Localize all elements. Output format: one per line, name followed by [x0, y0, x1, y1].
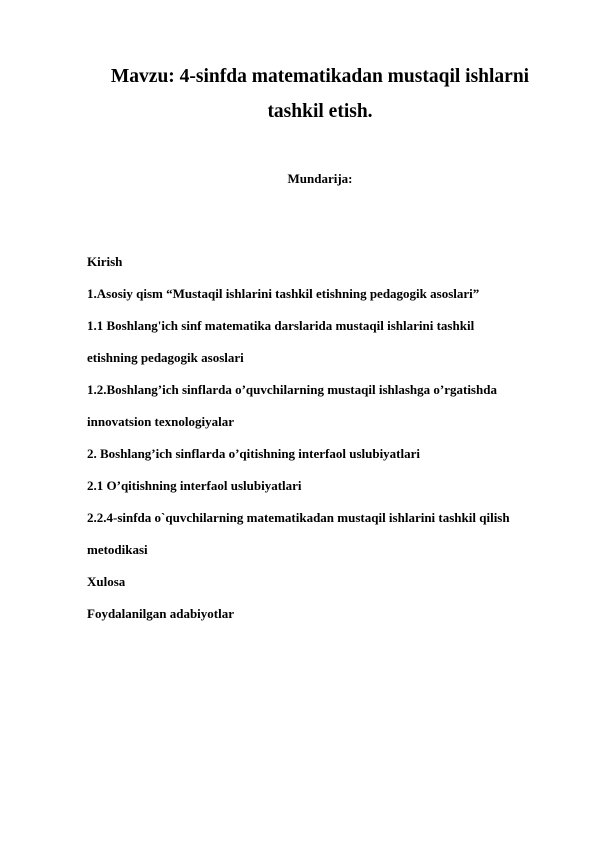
- toc-line: Kirish: [87, 254, 123, 269]
- toc-line: 1.1 Boshlang'ich sinf matematika darslarida mustaqil ishlarini tashkil: [87, 318, 475, 333]
- toc-line: 2. Boshlang’ich sinflarda o’qitishning interfaol uslubiyatlari: [87, 446, 421, 461]
- toc-line: innovatsion texnologiyalar: [87, 414, 234, 429]
- toc-line: 1.2.Boshlang’ich sinflarda o’quvchilarning mustaqil ishlashga o’rgatishda: [87, 382, 497, 397]
- document-title-line-2: tashkil etish.: [267, 101, 373, 122]
- contents-heading: Mundarija:: [287, 171, 353, 186]
- toc-line: etishning pedagogik asoslari: [87, 350, 244, 365]
- toc-line: metodikasi: [87, 542, 148, 557]
- document-title-line-1: Mavzu: 4-sinfda matematikadan mustaqil ishlarni: [110, 66, 530, 87]
- toc-line: Foydalanilgan adabiyotlar: [87, 606, 234, 621]
- toc-line: 2.2.4-sinfda o`quvchilarning matematikadan mustaqil ishlarini tashkil qilish: [87, 510, 510, 525]
- toc-line: 2.1 O’qitishning interfaol uslubiyatlari: [87, 478, 302, 493]
- toc-line: Xulosa: [87, 574, 126, 589]
- table-of-contents: [87, 254, 510, 638]
- toc-line: 1.Asosiy qism “Mustaqil ishlarini tashkil etishning pedagogik asoslari”: [87, 286, 480, 301]
